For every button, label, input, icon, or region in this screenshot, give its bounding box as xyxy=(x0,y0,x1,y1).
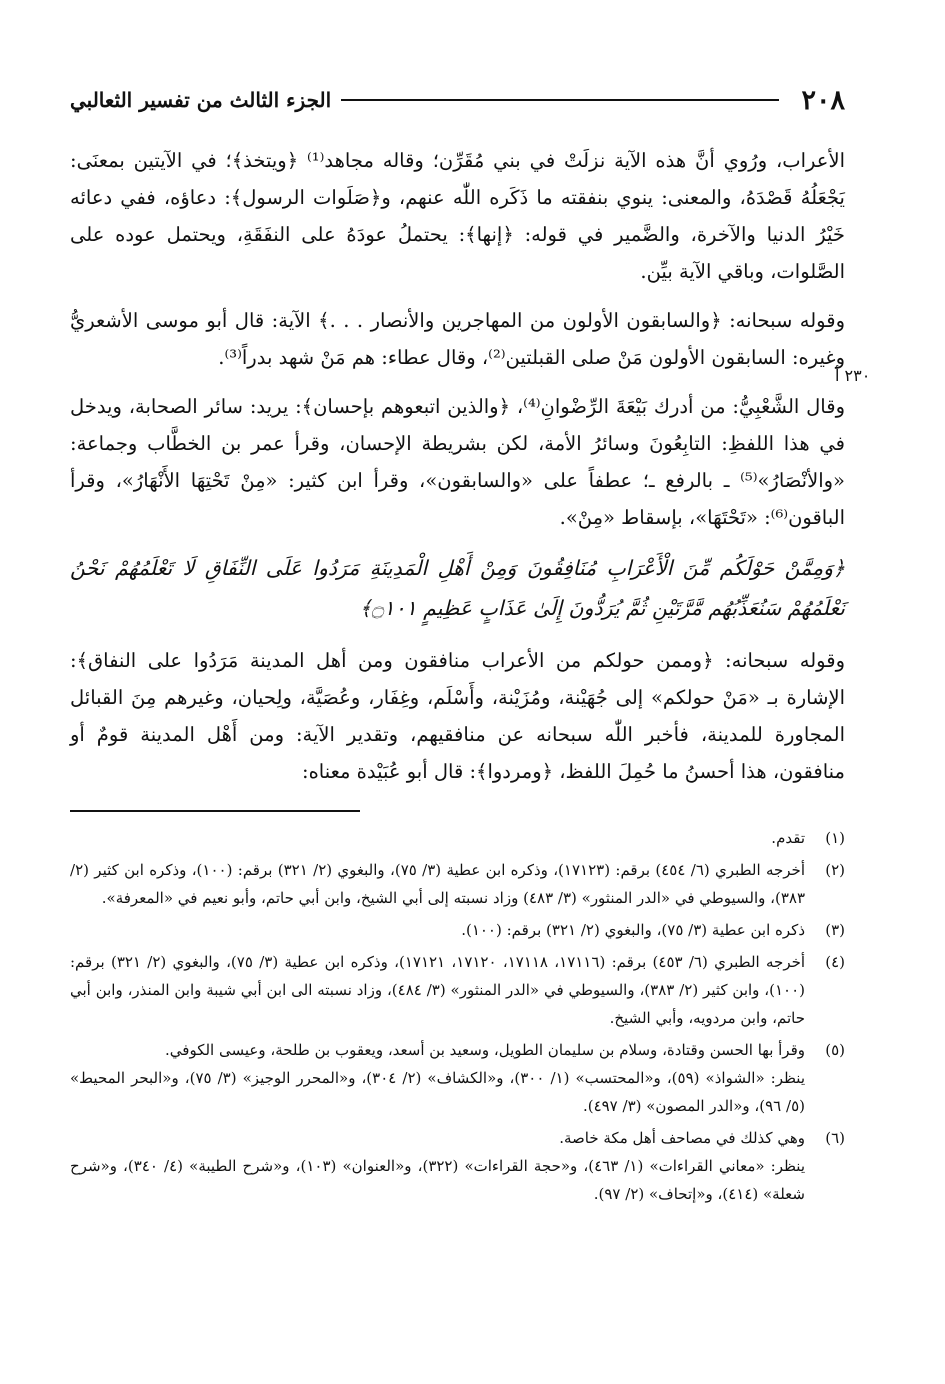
header-rule xyxy=(341,99,779,101)
main-text xyxy=(70,142,845,790)
footnote xyxy=(70,824,845,852)
footnote xyxy=(70,1036,845,1120)
paragraph: وقوله سبحانه: ﴿وممن حولكم من الأعراب منافقون ومن أهل المدينة مَرَدُوا على النفاق﴾: الإشارة بـ «مَنْ حولكم» إلى جُهَيْنة، ومُزَيْنة، وأَسْلَم، وغِفَار، وعُصَيَّة، ولِحيان، وغيرهم مِنَ القبائل المجاورة للمدينة، فأخبر اللّٰه سبحانه عن منافقيهم، وتقدير الآية: ومن أَهْل المدينة قومٌ أو منافقون، هذا أحسنُ ما حُمِلَ اللفظ، ﴿ومردوا﴾: قال أبو عُبَيْدة معناه: xyxy=(70,649,845,783)
footnote-text xyxy=(70,1124,805,1208)
footnote-line: ينظر: «الشواذ» (٥٩)، و«المحتسب» (١/ ٣٠٠)، و«الكشاف» (٢/ ٣٠٤)، و«المحرر الوجيز» (٣/ ٧٥)، و«البحر المحيط» (٥/ ٩٦)، و«الدر المصون» (٣/ ٤٩٧). xyxy=(70,1069,805,1115)
footnote-number: (٥) xyxy=(825,1041,845,1059)
paragraph: الأعراب، ورُوي أنَّ هذه الآية نزلَتْ في بني مُقَرِّن؛ وقاله مجاهد⁽¹⁾ ﴿ويتخذ﴾؛ في الآيتين بمعنَى: يَجْعَلُهُ قَصْدَهُ، والمعنى: ينوي بنفقته ما ذَكَره اللّٰه عنهم، و﴿صَلَوات الرسول﴾: دعاؤه، ففي دعائه خَيْرُ الدنيا والآخرة، والضَّمير في قوله: ﴿إنها﴾: يحتملُ عودَهُ على النفَقَةِ، ويحتمل عوده على الصَّلوات، وباقي الآية بيِّن. xyxy=(70,149,845,283)
footnote-line: أخرجه الطبري (٦/ ٤٥٤) برقم: (١٧١٢٣)، وذكره ابن عطية (٣/ ٧٥)، والبغوي (٢/ ٣٢١) برقم: (١٠٠)، وذكره ابن كثير (٢/ ٣٨٣)، والسيوطي في «الدر المنثور» (٣/ ٤٨٣) وزاد نسبته إلى أبي الشيخ، وابن أبي حاتم، وأبو نعيم في «المعرفة». xyxy=(70,861,805,907)
manuscript-folio-marker: ٢٣٠ أ xyxy=(835,366,871,385)
footnote-number: (٦) xyxy=(825,1129,845,1147)
paragraph: وقال الشَّعْبِيُّ: من أدرك بَيْعَةَ الرِّضْوانِ⁽⁴⁾، ﴿والذين اتبعوهم بإحسان﴾: يريد: سائر الصحابة، ويدخل في هذا اللفظِ: التابِعُونَ وسائرُ الأمة، لكن بشريطة الإحسان، وقرأ عمر بن الخطَّاب وجماعة: «والأنْصَارُ»⁽⁵⁾ ـ بالرفع ـ؛ عطفاً على «والسابقون»، وقرأ ابن كثير: «مِنْ تَحْتِهَا الأَنْهَارُ»، وقرأ الباقون⁽⁶⁾: «تَحْتَهَا»، بإسقاط «مِنْ». xyxy=(70,395,845,529)
page-number: ٢٠٨ xyxy=(801,84,845,116)
footnote-line: أخرجه الطبري (٦/ ٤٥٣) برقم: (١٧١١٦، ١٧١١٨، ١٧١٢٠، ١٧١٢١)، وذكره ابن عطية (٣/ ٧٥)، والبغوي (٢/ ٣٢١) برقم: (١٠٠)، وابن كثير (٢/ ٣٨٣)، والسيوطي في «الدر المنثور» (٣/ ٤٨٤)، وزاد نسبته الى ابن أبي شيبة وابن المنذر، وابن أبي حاتم، وابن مردويه، وأبي الشيخ. xyxy=(70,953,806,1027)
footnote-text xyxy=(70,916,805,944)
page xyxy=(70,78,845,1212)
footnote-number: (١) xyxy=(825,829,845,847)
running-title: الجزء الثالث من تفسير الثعالبي xyxy=(70,88,332,112)
quran-verse: ﴿وَمِمَّنْ حَوْلَكُم مِّنَ الْأَعْرَابِ مُنَافِقُونَ وَمِنْ أَهْلِ الْمَدِينَةِ مَرَدُوا عَلَى النِّفَاقِ لَا تَعْلَمُهُمْ نَحْنُ نَعْلَمُهُمْ سَنُعَذِّبُهُم مَّرَّتَيْنِ ثُمَّ يُرَدُّونَ إِلَىٰ عَذَابٍ عَظِيمٍ ۝١٠١﴾ xyxy=(70,556,845,620)
footnote xyxy=(70,948,845,1032)
footnote-text xyxy=(70,824,805,852)
footnote-line: وقرأ بها الحسن وقتادة، وسلام بن سليمان الطويل، وسعيد بن أسعد، ويعقوب بن طلحة، وعيسى الكوفي. xyxy=(165,1041,805,1059)
footnote-line: ذكره ابن عطية (٣/ ٧٥)، والبغوي (٢/ ٣٢١) برقم: (١٠٠). xyxy=(461,921,805,939)
footnote xyxy=(70,916,845,944)
footnote-text xyxy=(70,856,805,912)
footnote-line: تقدم. xyxy=(771,829,805,847)
footnote-text xyxy=(70,1036,805,1120)
paragraph: وقوله سبحانه: ﴿والسابقون الأولون من المهاجرين والأنصار . . .﴾ الآية: قال أبو موسى الأشعريُّ وغيره: السابقون الأولون مَنْ صلى القبلتين⁽²⁾، وقال عطاء: هم مَنْ شهد بدراً⁽³⁾. xyxy=(70,309,845,369)
footnotes-rule xyxy=(70,810,360,812)
page-header xyxy=(70,78,845,122)
footnote-number: (٤) xyxy=(825,953,845,971)
footnote-line: ينظر: «معاني القراءات» (١/ ٤٦٣)، و«حجة القراءات» (٣٢٢)، و«العنوان» (١٠٣)، و«شرح الطيبة» (٤/ ٣٤٠)، و«شرح شعلة» (٤١٤)، و«إتحاف» (٢/ ٩٧). xyxy=(70,1157,805,1203)
footnote xyxy=(70,856,845,912)
footnote-number: (٢) xyxy=(825,861,845,879)
footnote-line: وهي كذلك في مصاحف أهل مكة خاصة. xyxy=(559,1129,805,1147)
footnote-text xyxy=(70,948,805,1032)
footnotes xyxy=(70,824,845,1208)
footnote xyxy=(70,1124,845,1208)
footnote-number: (٣) xyxy=(825,921,845,939)
